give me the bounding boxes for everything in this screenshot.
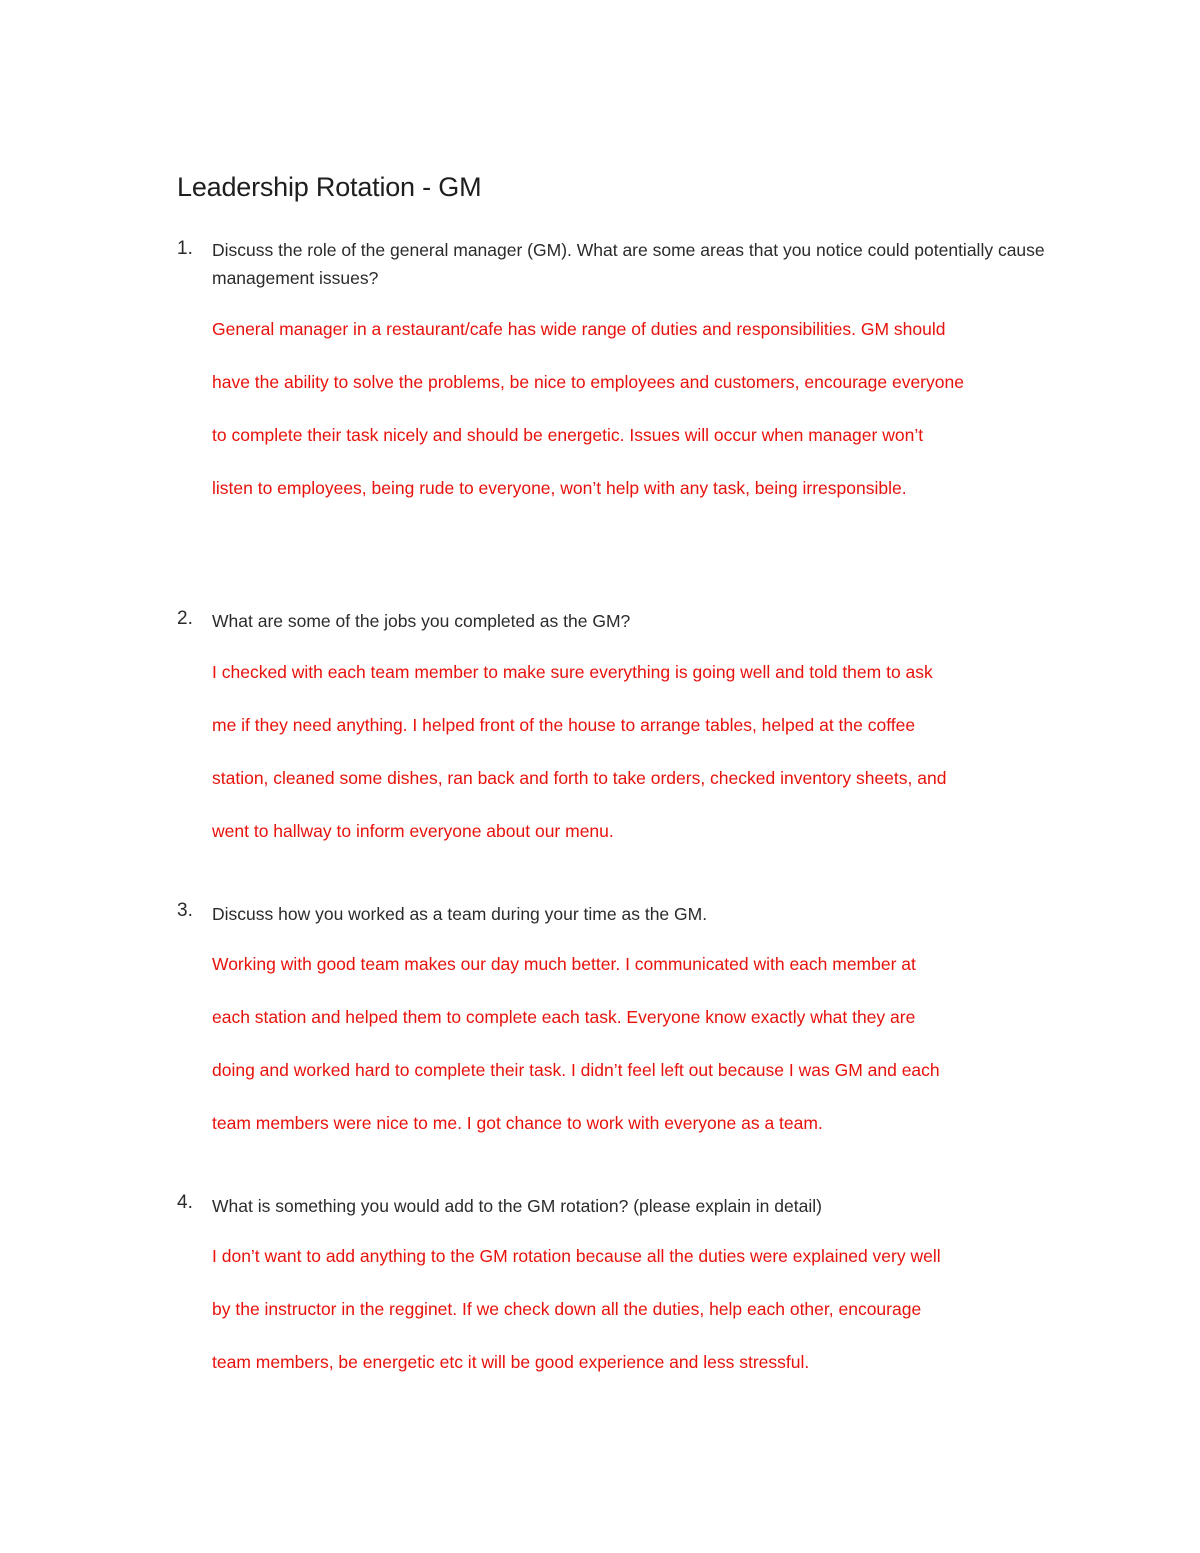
answer-line: Working with good team makes our day much better. I communicated with each member at: [212, 954, 916, 974]
document-title: Leadership Rotation - GM: [177, 172, 482, 202]
answer-line: I checked with each team member to make sure everything is going well and told them to ask: [212, 662, 933, 682]
question-number: 1.: [177, 238, 193, 259]
question-number: 4.: [177, 1192, 193, 1213]
answer-line: by the instructor in the regginet. If we check down all the duties, help each other, encourage: [212, 1299, 922, 1319]
answer-line: General manager in a restaurant/cafe has wide range of duties and responsibilities. GM should: [212, 319, 946, 339]
question-prompt: What are some of the jobs you completed as the GM?: [212, 611, 631, 631]
answer-line: listen to employees, being rude to everyone, won’t help with any task, being irresponsible.: [212, 478, 907, 498]
question-prompt: Discuss the role of the general manager (GM). What are some areas that you notice could potentially cause management issues?: [212, 240, 1045, 288]
answer-line: each station and helped them to complete each task. Everyone know exactly what they are: [212, 1007, 916, 1027]
answer-line: station, cleaned some dishes, ran back and forth to take orders, checked inventory sheets, and: [212, 768, 947, 788]
question-prompt: Discuss how you worked as a team during your time as the GM.: [212, 904, 708, 924]
question-number: 3.: [177, 900, 193, 921]
answer-line: went to hallway to inform everyone about our menu.: [212, 821, 614, 841]
answer-line: doing and worked hard to complete their task. I didn’t feel left out because I was GM and each: [212, 1060, 940, 1080]
question-number: 2.: [177, 608, 193, 629]
answer-line: team members, be energetic etc it will be good experience and less stressful.: [212, 1352, 810, 1372]
answer-line: me if they need anything. I helped front of the house to arrange tables, helped at the coffee: [212, 715, 916, 735]
answer-line: I don’t want to add anything to the GM rotation because all the duties were explained very well: [212, 1246, 941, 1266]
question-prompt: What is something you would add to the GM rotation? (please explain in detail): [212, 1196, 822, 1216]
answer-line: team members were nice to me. I got chance to work with everyone as a team.: [212, 1113, 823, 1133]
answer-line: to complete their task nicely and should be energetic. Issues will occur when manager won’t: [212, 425, 924, 445]
answer-line: have the ability to solve the problems, be nice to employees and customers, encourage everyone: [212, 372, 964, 392]
